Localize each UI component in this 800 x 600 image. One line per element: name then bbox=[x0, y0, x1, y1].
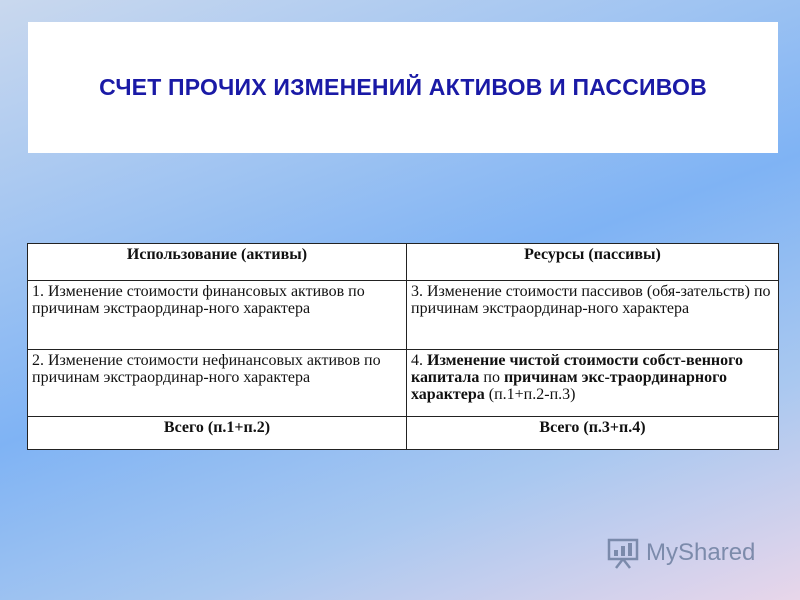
item-4-bold-part-2: причинам экс-траординарного характера bbox=[411, 369, 727, 403]
header-resources: Ресурсы (пассивы) bbox=[407, 244, 779, 281]
title-box bbox=[28, 22, 778, 153]
table-row bbox=[28, 350, 779, 417]
cell-item-2: 2. Изменение стоимости нефинансовых активов по причинам экстраординар-ного характера bbox=[28, 350, 407, 417]
cell-item-3: 3. Изменение стоимости пассивов (обя-зательств) по причинам экстраординар-ного характера bbox=[407, 281, 779, 350]
presentation-board-icon bbox=[606, 537, 640, 569]
total-uses: Всего (п.1+п.2) bbox=[28, 417, 407, 450]
watermark-text: MyShared bbox=[646, 539, 756, 566]
total-resources: Всего (п.3+п.4) bbox=[407, 417, 779, 450]
watermark bbox=[606, 537, 755, 569]
slide-title: СЧЕТ ПРОЧИХ ИЗМЕНЕНИЙ АКТИВОВ И ПАССИВОВ bbox=[99, 74, 707, 100]
cell-item-1: 1. Изменение стоимости финансовых активов по причинам экстраординар-ного характера bbox=[28, 281, 407, 350]
cell-item-4 bbox=[407, 350, 779, 417]
balance-table bbox=[27, 243, 779, 450]
table-total-row bbox=[28, 417, 779, 450]
item-4-connector: по bbox=[479, 369, 504, 386]
table-header-row bbox=[28, 244, 779, 281]
item-4-bold-part-1: Изменение чистой стоимости собст-венного капитала bbox=[411, 352, 743, 386]
header-uses: Использование (активы) bbox=[28, 244, 407, 281]
table-row bbox=[28, 281, 779, 350]
item-4-number: 4. bbox=[411, 352, 427, 369]
item-4-formula: (п.1+п.2-п.3) bbox=[484, 386, 576, 403]
